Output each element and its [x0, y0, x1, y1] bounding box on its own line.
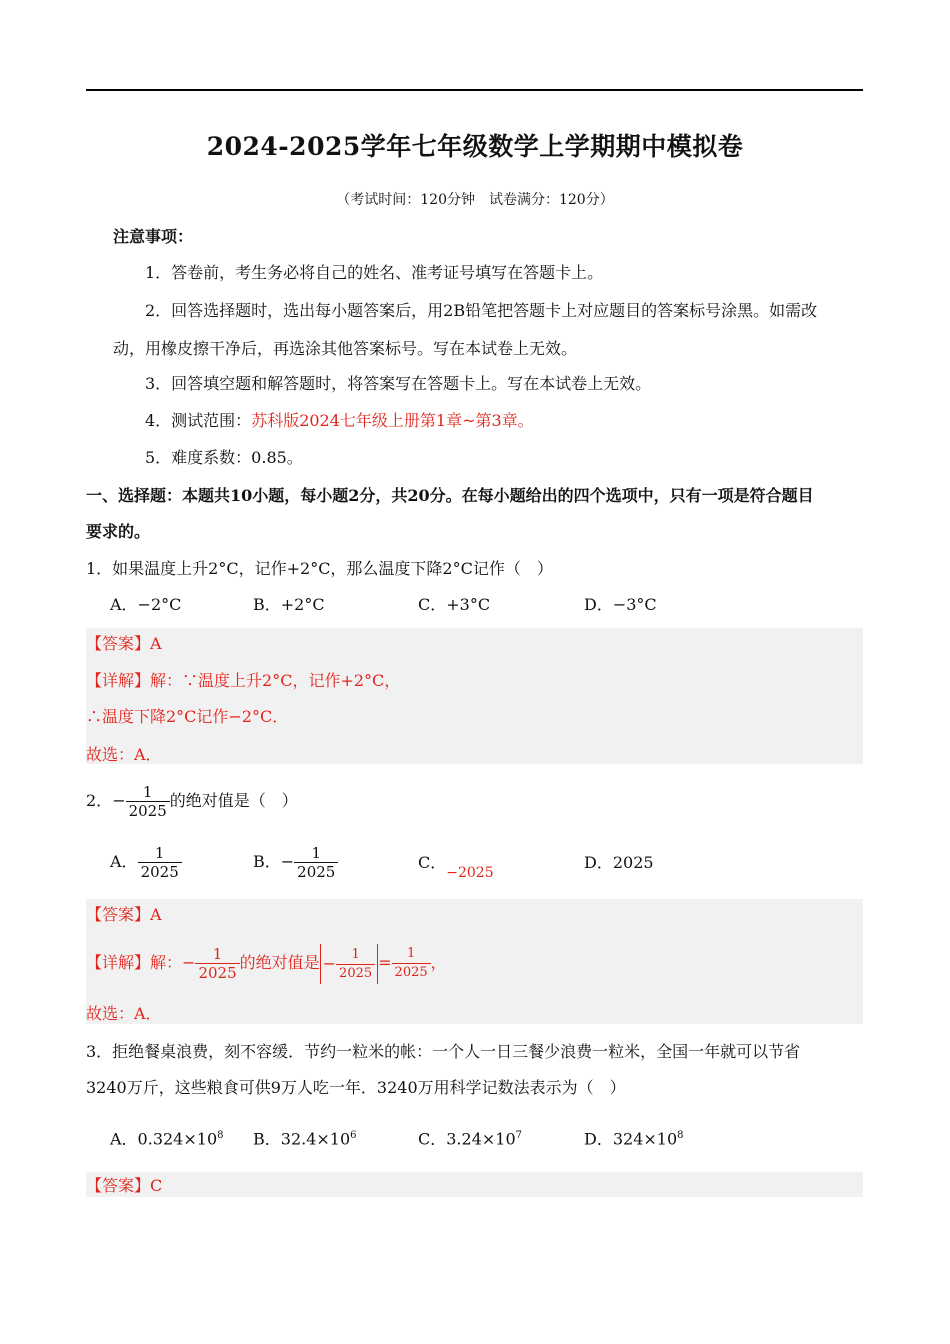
note-3: 3．回答填空题和解答题时，将答案写在答题卡上。写在本试卷上无效。 — [145, 374, 652, 393]
q2-detail-label: 【详解】 — [86, 953, 151, 972]
note-4 — [145, 411, 534, 431]
section-heading-line2: 要求的。 — [86, 522, 151, 541]
q2-fraction — [126, 783, 170, 820]
q2-detail-fraction — [195, 945, 239, 982]
q3-option-b — [253, 1126, 357, 1149]
exam-info: （考试时间：120分钟 试卷满分：120分） — [336, 192, 614, 208]
q1-answer-box — [86, 628, 863, 764]
note-5: 5．难度系数：0.85。 — [145, 448, 303, 467]
q2-detail-sign: − — [182, 953, 196, 972]
q2-option-a — [110, 842, 182, 882]
q3-option-a-base: A．0.324×10 — [110, 1129, 218, 1149]
q2-option-b-fraction — [294, 844, 338, 881]
q2-option-d: D．2025 — [584, 853, 654, 872]
q2-stem — [86, 781, 298, 821]
notes-heading: 注意事项： — [113, 227, 194, 246]
q1-choose: 故选：A． — [86, 745, 162, 764]
q3-answer-value: C — [150, 1176, 163, 1195]
q2-option-a-den: 2025 — [138, 862, 182, 881]
q3-answer-label: 【答案】 — [86, 1176, 151, 1195]
q3-option-d — [584, 1126, 684, 1149]
q2-answer-value: A — [150, 905, 162, 924]
q3-option-d-base: D．324×10 — [584, 1129, 678, 1149]
q2-detail — [86, 943, 447, 984]
q2-detail-prefix: 解： — [150, 953, 183, 972]
q2-option-c-label: C． — [418, 853, 447, 872]
q1-answer — [86, 634, 162, 654]
q1-option-c: C．+3°C — [418, 595, 491, 614]
q2-answer-label: 【答案】 — [86, 905, 151, 924]
q1-detail-2: ∴温度下降2°C记作−2°C． — [86, 707, 289, 726]
q1-answer-label: 【答案】 — [86, 634, 151, 653]
header-rule — [86, 89, 863, 91]
q2-detail-result-den: 2025 — [392, 963, 431, 982]
q2-option-c — [418, 853, 494, 881]
q3-answer — [86, 1176, 162, 1196]
note-4-prefix: 4．测试范围： — [145, 411, 252, 430]
note-2b: 动，用橡皮擦干净后，再选涂其他答案标号。写在本试卷上无效。 — [113, 339, 578, 358]
q2-detail-result — [392, 945, 431, 982]
q2-detail-abs-fraction — [336, 946, 375, 983]
q1-answer-value: A — [150, 634, 162, 653]
q2-option-a-fraction — [138, 844, 182, 881]
q2-option-b — [253, 842, 338, 882]
q2-detail-result-num: 1 — [406, 946, 416, 961]
q2-choose: 故选：A． — [86, 1004, 162, 1023]
q3-option-d-exp: 8 — [677, 1130, 684, 1141]
q1-detail-text-1: 解：∵温度上升2°C，记作+2°C， — [150, 671, 401, 690]
q2-frac-num: 1 — [142, 783, 153, 801]
q2-detail-num: 1 — [212, 945, 223, 963]
q2-option-b-den: 2025 — [294, 862, 338, 881]
q1-detail-1 — [86, 671, 400, 691]
q2-option-b-sign: − — [280, 852, 295, 871]
note-4-range: 苏科版2024七年级上册第1章~第3章。 — [251, 411, 534, 430]
q1-option-a: A．−2°C — [110, 595, 182, 614]
q2-sign: − — [112, 791, 126, 810]
note-1: 1．答卷前，考生务必将自己的姓名、准考证号填写在答题卡上。 — [145, 263, 604, 282]
q2-detail-abs-den: 2025 — [336, 964, 375, 983]
q3-option-b-exp: 6 — [350, 1130, 357, 1141]
q2-detail-den: 2025 — [195, 963, 239, 982]
q2-detail-mid: 的绝对值是 — [239, 953, 320, 972]
q2-stem-suffix: 的绝对值是（ ） — [169, 791, 298, 810]
q3-option-c — [418, 1126, 522, 1149]
q3-stem-line1: 3．拒绝餐桌浪费，刻不容缓．节约一粒米的帐：一个人一日三餐少浪费一粒米，全国一年就可以节省 — [86, 1042, 801, 1061]
q3-option-a-exp: 8 — [217, 1130, 224, 1141]
q2-frac-den: 2025 — [126, 801, 170, 820]
q3-answer-box — [86, 1172, 863, 1197]
q3-option-c-base: C．3.24×10 — [418, 1129, 516, 1149]
q2-answer — [86, 905, 162, 925]
q2-detail-abs-sign: − — [322, 953, 337, 973]
q2-option-a-num: 1 — [154, 844, 165, 862]
section-heading-line1: 一、选择题：本题共10小题，每小题2分，共20分。在每小题给出的四个选项中，只有一项是符合题目 — [86, 486, 814, 505]
q1-option-d: D．−3°C — [584, 595, 657, 614]
q2-option-b-num: 1 — [311, 844, 322, 862]
note-2a: 2．回答选择题时，选出每小题答案后，用2B铅笔把答题卡上对应题目的答案标号涂黑。如需改 — [145, 301, 818, 320]
q3-stem-line2: 3240万斤，这些粮食可供9万人吃一年．3240万用科学记数法表示为（ ） — [86, 1078, 626, 1097]
q2-option-c-value: −2025 — [446, 865, 494, 881]
q1-detail-label: 【详解】 — [86, 671, 151, 690]
q2-option-b-label: B． — [253, 852, 281, 871]
q2-detail-abs — [320, 944, 379, 984]
q2-number: 2． — [86, 791, 113, 810]
q2-detail-abs-num: 1 — [351, 946, 360, 962]
q1-option-b: B．+2°C — [253, 595, 325, 614]
q1-stem: 1．如果温度上升2°C，记作+2°C，那么温度下降2°C记作（ ） — [86, 559, 553, 578]
q2-detail-eq: = — [378, 953, 392, 972]
q3-option-b-base: B．32.4×10 — [253, 1129, 351, 1149]
q2-option-a-label: A． — [110, 852, 138, 871]
q3-option-c-exp: 7 — [515, 1130, 523, 1141]
q3-option-a — [110, 1126, 224, 1149]
page-title: 2024-2025学年七年级数学上学期期中模拟卷 — [206, 132, 744, 161]
q2-detail-end: ， — [430, 953, 447, 972]
